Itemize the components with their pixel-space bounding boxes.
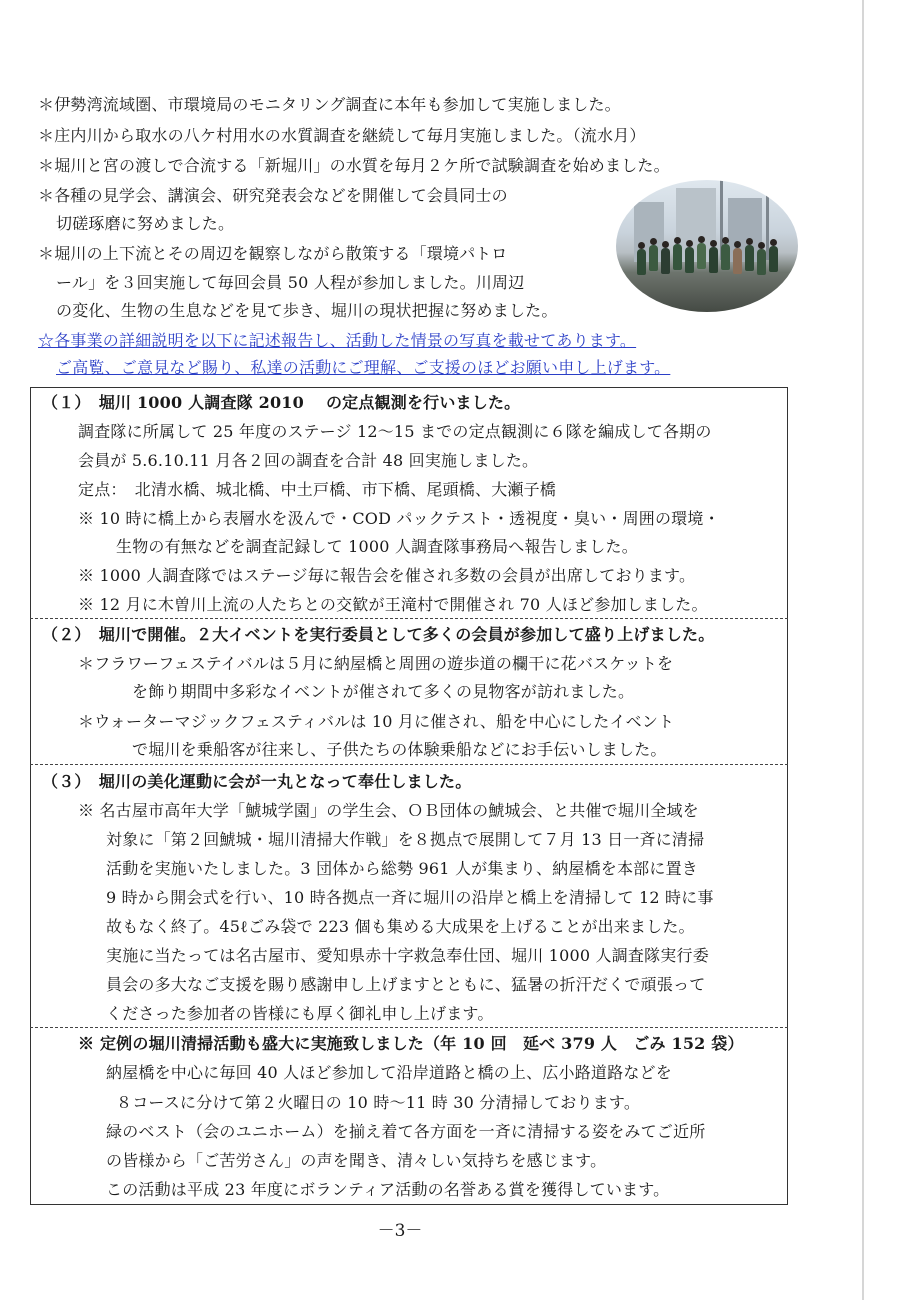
section-line: で堀川を乗船客が往来し、子供たちの体験乗船などにお手伝いしました。 (132, 740, 667, 759)
section-line: 故もなく終了。45ℓごみ袋で 223 個も集める大成果を上げることが出来ました。 (106, 917, 695, 936)
section-heading: （２） 堀川で開催。２大イベントを実行委員として多くの会員が参加して盛り上げました。 (42, 625, 715, 644)
section-line: 調査隊に所属して 25 年度のステージ 12～15 までの定点観測に６隊を編成して各期の (78, 422, 712, 441)
section-heading: （３） 堀川の美化運動に会が一丸となって奉仕しました。 (42, 772, 472, 791)
intro-item: ＊各種の見学会、講演会、研究発表会などを開催して会員同士の (38, 186, 508, 205)
section-line: 対象に「第２回鯱城・堀川清掃大作戦」を８拠点で展開して７月 13 日一斉に清掃 (106, 830, 705, 849)
section-divider (30, 1027, 788, 1028)
section-divider (30, 618, 788, 619)
section-line: を飾り期間中多彩なイベントが催されて多くの見物客が訪れました。 (132, 682, 635, 701)
section-line: 生物の有無などを調査記録して 1000 人調査隊事務局へ報告しました。 (116, 537, 638, 556)
section-line: 定点： 北清水橋、城北橋、中土戸橋、市下橋、尾頭橋、大瀬子橋 (78, 480, 557, 499)
section-line: ※ 10 時に橋上から表層水を汲んで・COD パックテスト・透視度・臭い・周囲の環境・ (78, 509, 720, 528)
intro-item: ＊堀川と宮の渡しで合流する「新堀川」の水質を毎月２ケ所で試験調査を始めました。 (38, 156, 670, 175)
group-photo (616, 180, 798, 312)
section-line: 納屋橋を中心に毎回 40 人ほど参加して沿岸道路と橋の上、広小路道路などを (106, 1063, 672, 1082)
page-number: －3－ (377, 1221, 423, 1241)
section-line: 活動を実施いたしました。3 団体から総勢 961 人が集まり、納屋橋を本部に置き (106, 859, 698, 878)
section-line: ＊フラワーフェステイバルは５月に納屋橋と周囲の遊歩道の欄干に花バスケットを (78, 654, 674, 673)
section-line: 員会の多大なご支援を賜り感謝申し上げますとともに、猛暑の折汗だくで頑張って (106, 975, 706, 994)
section-line: の皆様から「ご苦労さん」の声を聞き、清々しい気持ちを感じます。 (106, 1151, 607, 1170)
intro-item: ＊庄内川から取水の八ケ村用水の水質調査を継続して毎月実施しました。（流水月） (38, 126, 646, 145)
section-line: ※ 1000 人調査隊ではステージ毎に報告会を催され多数の会員が出席しております。 (78, 566, 696, 585)
section-line: この活動は平成 23 年度にボランティア活動の名誉ある賞を獲得しています。 (106, 1180, 670, 1199)
section-line: くださった参加者の皆様にも厚く御礼申し上げます。 (106, 1004, 494, 1023)
intro-item: の変化、生物の生息などを見て歩き、堀川の現状把握に努めました。 (56, 301, 558, 320)
page-edge (862, 0, 864, 1300)
section-heading: （１） 堀川 1000 人調査隊 2010 の定点観測を行いました。 (42, 393, 521, 412)
notice-line: ご高覧、ご意見など賜り、私達の活動にご理解、ご支援のほどお願い申し上げます。 (56, 358, 671, 377)
section-line: ※ 名古屋市高年大学「鯱城学園」の学生会、ＯＢ団体の鯱城会、と共催で堀川全域を (78, 801, 699, 820)
intro-item: 切磋琢磨に努めました。 (56, 214, 235, 233)
section-line: 9 時から開会式を行い、10 時各拠点一斉に堀川の沿岸と橋上を清掃して 12 時に事 (106, 888, 714, 907)
intro-item: ＊伊勢湾流域圏、市環境局のモニタリング調査に本年も参加して実施しました。 (38, 95, 621, 114)
section-line: ８コースに分けて第２火曜日の 10 時～11 時 30 分清掃しております。 (116, 1093, 641, 1112)
section-line: 緑のベスト（会のユニホーム）を揃え着て各方面を一斉に清掃する姿をみてご近所 (106, 1122, 706, 1141)
section-line: ※ 12 月に木曽川上流の人たちとの交歓が王滝村で開催され 70 人ほど参加しました。 (78, 595, 708, 614)
section-heading: ※ 定例の堀川清掃活動も盛大に実施致しました（年 10 回 延べ 379 人 ごみ 152 袋） (78, 1034, 744, 1053)
intro-item: ＊堀川の上下流とその周辺を観察しながら散策する「環境パトロ (38, 244, 508, 263)
section-divider (30, 764, 788, 765)
section-line: 実施に当たっては名古屋市、愛知県赤十字救急奉仕団、堀川 1000 人調査隊実行委 (106, 946, 709, 965)
section-line: 会員が 5.6.10.11 月各２回の調査を合計 48 回実施しました。 (78, 451, 539, 470)
intro-item: ール」を３回実施して毎回会員 50 人程が参加しました。川周辺 (56, 273, 525, 292)
section-line: ＊ウォーターマジックフェスティバルは 10 月に催され、船を中心にしたイベント (78, 712, 675, 731)
notice-line: ☆各事業の詳細説明を以下に記述報告し、活動した情景の写真を載せてあります。 (38, 331, 637, 350)
